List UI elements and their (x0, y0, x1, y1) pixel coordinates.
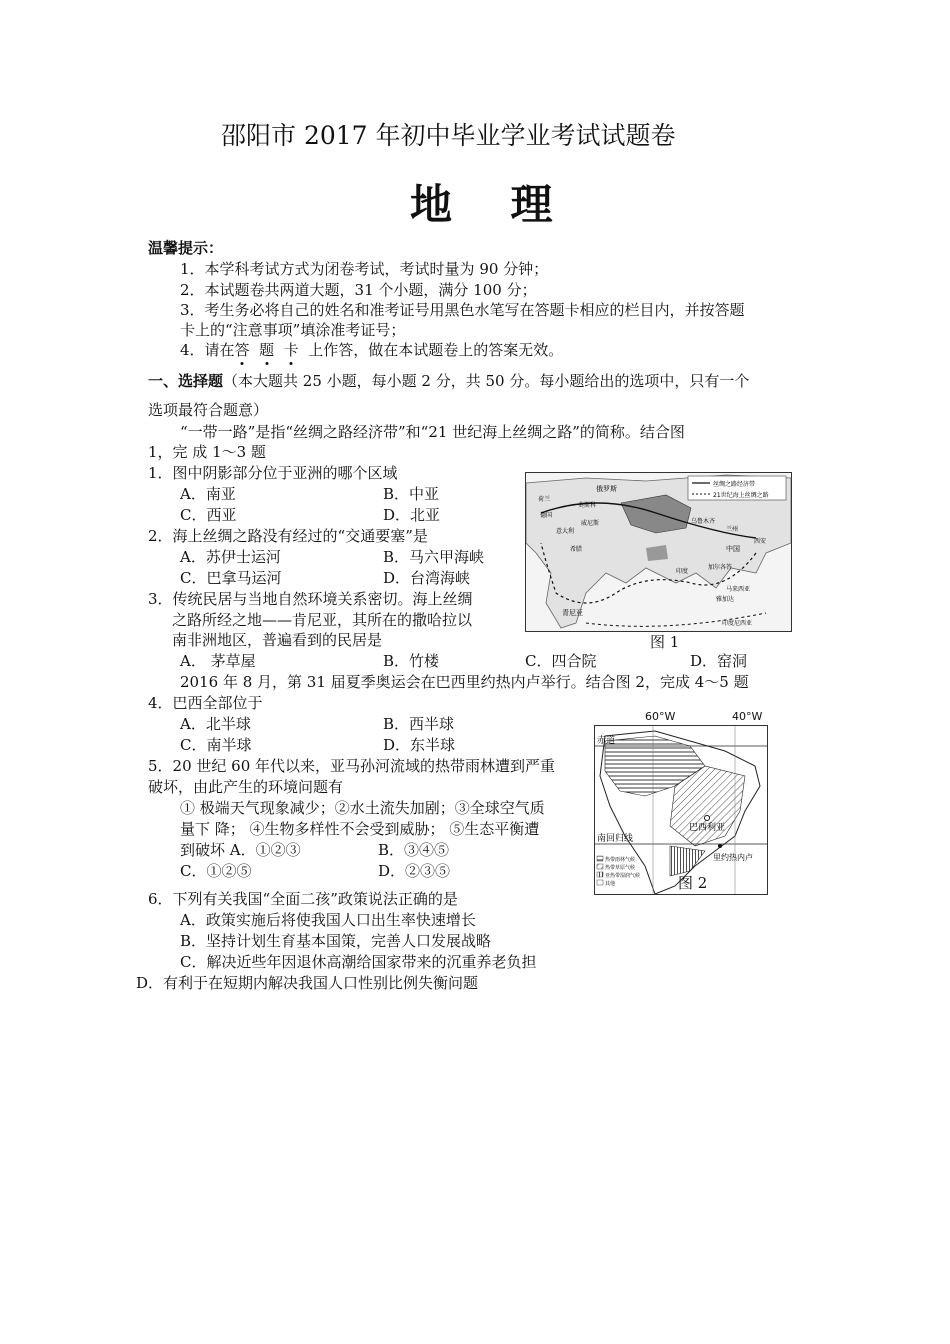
q4-option-d: D．东半球 (383, 736, 456, 754)
legend-subtropical: 亚热带湿润气候 (605, 873, 641, 879)
q5-option-b: B．③④⑤ (378, 841, 450, 859)
q1-stem: 1．图中阴影部分位于亚洲的哪个区域 (148, 464, 398, 482)
q6-option-b: B．坚持计划生育基本国策，完善人口发展战略 (180, 932, 492, 950)
map-label: 加尔各答 (708, 564, 733, 571)
map-label: 马来西亚 (726, 586, 751, 593)
q5-line2: 破坏，由此产生的环境问题有 (148, 778, 344, 796)
legend-land-route: 丝绸之路经济带 (713, 481, 756, 488)
q3-option-d: D．窑洞 (690, 652, 748, 670)
q6-option-d: D．有利于在短期内解决我国人口性别比例失衡问题 (136, 974, 479, 992)
tropic-label: 南回归线 (597, 834, 634, 844)
q4-option-c: C．南半球 (180, 736, 252, 754)
map-label: 荷兰 (538, 496, 551, 503)
legend-other: 其他 (605, 881, 616, 887)
q3-line3: 南非洲地区，普遍看到的民居是 (172, 631, 383, 649)
q3-option-b: B．竹楼 (383, 652, 440, 670)
q5-line5-option-a: 到破坏 A．①②③ (180, 841, 301, 859)
subject-title: 地 理 (410, 180, 553, 229)
rio-label: 里约热内卢 (713, 853, 753, 862)
equator-label: 赤道 (597, 736, 616, 746)
q5-option-c: C．①②⑤ (180, 862, 252, 880)
figure-1-map (525, 472, 792, 632)
lon-label-40w: 40°W (732, 710, 763, 723)
section-desc-2: 选项最符合题意） (148, 401, 269, 419)
q3-option-a: A． 茅草屋 (180, 652, 256, 670)
figure-2-caption: 图 2 (678, 874, 708, 892)
q2-option-b: B．马六甲海峡 (383, 548, 485, 566)
section-title: 一、选择题 (148, 372, 224, 390)
emphasis-char: 卡 (283, 341, 299, 359)
q2-stem: 2．海上丝绸之路没有经过的“交通要塞”是 (148, 527, 428, 545)
map-label: 德国 (540, 512, 553, 519)
map-label: 俄罗斯 (596, 485, 617, 493)
intro2-line1: 2016 年 8 月，第 31 届夏季奥运会在巴西里约热内卢举行。结合图 2，完成 4～5 题 (180, 673, 749, 691)
lon-label-60w: 60°W (645, 710, 676, 723)
q5-line4: 量下 降； ④生物多样性不会受到威胁； ⑤生态平衡遭 (180, 820, 540, 838)
exam-title: 邵阳市 2017 年初中毕业学业考试试题卷 (221, 121, 676, 150)
q3-line2: 之路所经之地——肯尼亚，其所在的撒哈拉以 (172, 611, 473, 629)
map-label: 兰州 (726, 526, 739, 533)
q2-option-c: C．巴拿马运河 (180, 569, 282, 587)
tip-item-2: 2．本试题卷共两道大题，31 个小题，满分 100 分； (180, 281, 537, 299)
map-label: 乌鲁木齐 (691, 518, 716, 525)
map-label: 青尼亚 (562, 609, 583, 617)
q4-option-b: B．西半球 (383, 715, 455, 733)
q4-stem: 4．巴西全部位于 (148, 694, 263, 712)
tips-heading: 温馨提示： (148, 239, 224, 257)
silk-road-map (526, 473, 791, 631)
tip-item-3-cont: 卡上的“注意事项”填涂准考证号； (180, 321, 406, 339)
figure-1-caption: 图 1 (650, 633, 680, 651)
map-label: 西安 (754, 538, 767, 545)
section-heading (148, 371, 749, 391)
map-label: 印度尼西亚 (722, 620, 753, 627)
q1-option-b: B．中亚 (383, 485, 440, 503)
q1-option-a: A．南亚 (180, 485, 236, 503)
map-label: 威尼斯 (581, 520, 600, 527)
intro1-line1: “一带一路”是指“丝绸之路经济带”和“21 世纪海上丝绸之路”的简称。结合图 (180, 423, 685, 441)
map-label: 中国 (726, 545, 740, 553)
legend-sea-route: 21世纪海上丝绸之路 (713, 492, 769, 499)
intro1-line2: 1，完 成 1～3 题 (148, 443, 266, 461)
q6-option-c: C．解决近些年因退休高潮给国家带来的沉重养老负担 (180, 953, 537, 971)
tip-item-4 (180, 340, 563, 360)
emphasis-char: 题 (259, 341, 275, 359)
q2-option-a: A．苏伊士运河 (180, 548, 281, 566)
q5-option-d: D．②③⑤ (378, 862, 451, 880)
brazil-map (595, 726, 767, 894)
tip-item-4-suffix: 上作答，做在本试题卷上的答案无效。 (308, 341, 564, 359)
emphasis-char: 答 (234, 341, 250, 359)
q1-option-d: D．北亚 (383, 506, 441, 524)
brasilia-label: 巴西利亚 (689, 823, 726, 833)
q3-line1: 3．传统民居与当地自然环境关系密切。海上丝绸 (148, 590, 473, 608)
figure-2-map (594, 725, 768, 895)
q4-option-a: A．北半球 (180, 715, 251, 733)
tip-item-1: 1．本学科考试方式为闭卷考试，考试时量为 90 分钟； (180, 260, 549, 278)
tip-item-4-prefix: 4．请在 (180, 341, 235, 359)
map-label: 莫斯科 (578, 502, 597, 509)
legend-rainforest: 热带雨林气候 (605, 857, 636, 863)
map-label: 印度 (676, 568, 689, 575)
section-desc: （本大题共 25 小题，每小题 2 分，共 50 分。每小题给出的选项中，只有一个 (223, 372, 750, 390)
map-label: 雅加达 (716, 596, 735, 603)
q1-option-c: C．西亚 (180, 506, 237, 524)
q3-option-c: C．四合院 (525, 652, 597, 670)
q2-option-d: D．台湾海峡 (383, 569, 471, 587)
map-label: 意大利 (556, 528, 575, 535)
map-label: 希腊 (570, 546, 583, 553)
q6-stem: 6．下列有关我国“全面二孩”政策说法正确的是 (148, 890, 458, 908)
q5-line1: 5．20 世纪 60 年代以来，亚马孙河流域的热带雨林遭到严重 (148, 757, 556, 775)
legend-savanna: 热带草原气候 (605, 865, 636, 871)
tip-item-3: 3．考生务必将自己的姓名和准考证号用黑色水笔写在答题卡相应的栏目内，并按答题 (180, 301, 745, 319)
q6-option-a: A．政策实施后将使我国人口出生率快速增长 (180, 911, 476, 929)
q5-line3: ① 极端天气现象减少；②水土流失加剧；③全球空气质 (180, 799, 545, 817)
